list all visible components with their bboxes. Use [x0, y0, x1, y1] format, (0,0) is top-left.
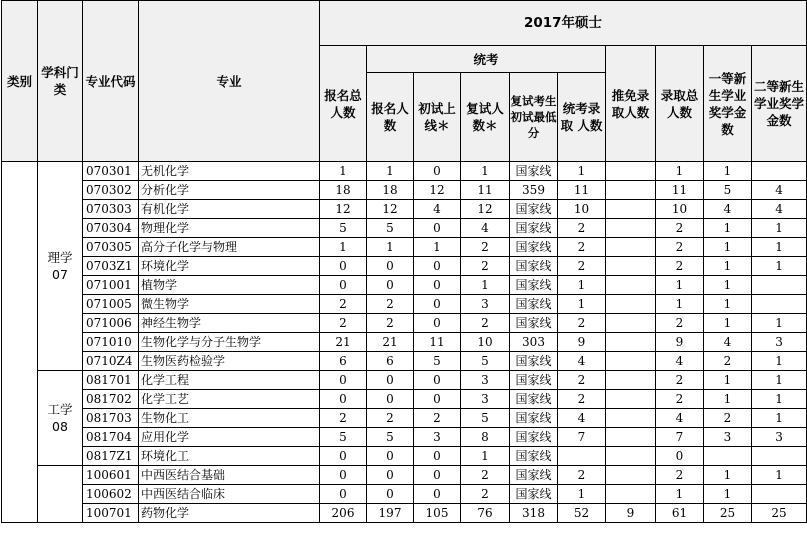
major-code-cell: 071010	[83, 333, 139, 352]
exempt-admit-cell	[606, 200, 656, 219]
second-class-scholarship-cell: 1	[752, 466, 807, 485]
first-class-scholarship-cell: 3	[704, 428, 752, 447]
retest-min-score-cell: 国家线	[510, 352, 558, 371]
passed-initial-cell: 0	[414, 447, 461, 466]
first-class-scholarship-cell	[704, 447, 752, 466]
passed-initial-cell: 0	[414, 257, 461, 276]
total-applicants-cell: 12	[320, 200, 367, 219]
table-body	[2, 162, 807, 523]
table-row	[2, 390, 807, 409]
passed-initial-cell: 2	[414, 409, 461, 428]
applicants-cell: 18	[367, 181, 414, 200]
total-admit-cell: 7	[656, 428, 704, 447]
total-applicants-cell: 1	[320, 162, 367, 181]
exempt-admit-cell	[606, 466, 656, 485]
first-class-scholarship-cell: 4	[704, 333, 752, 352]
exempt-admit-cell	[606, 428, 656, 447]
unified-admit-cell: 2	[558, 390, 606, 409]
retest-count-cell: 2	[461, 238, 510, 257]
total-admit-cell: 4	[656, 409, 704, 428]
discipline-cell: 工学 08	[38, 371, 83, 466]
unified-admit-cell: 2	[558, 466, 606, 485]
exempt-admit-cell	[606, 409, 656, 428]
passed-initial-cell: 11	[414, 333, 461, 352]
table-row	[2, 371, 807, 390]
major-name-cell: 无机化学	[139, 162, 320, 181]
major-name-cell: 中西医结合基础	[139, 466, 320, 485]
total-applicants-cell: 0	[320, 485, 367, 504]
major-name-cell: 植物学	[139, 276, 320, 295]
total-admit-cell: 2	[656, 371, 704, 390]
retest-count-cell: 1	[461, 276, 510, 295]
total-applicants-cell: 5	[320, 428, 367, 447]
total-applicants-cell: 2	[320, 314, 367, 333]
table-row	[2, 485, 807, 504]
table-row	[2, 181, 807, 200]
table-row	[2, 162, 807, 181]
total-admit-cell: 2	[656, 257, 704, 276]
retest-count-cell: 2	[461, 466, 510, 485]
table-row	[2, 257, 807, 276]
total-applicants-cell: 0	[320, 371, 367, 390]
applicants-cell: 1	[367, 162, 414, 181]
applicants-cell: 0	[367, 485, 414, 504]
second-class-scholarship-cell: 1	[752, 238, 807, 257]
total-applicants-cell: 0	[320, 257, 367, 276]
second-class-scholarship-cell: 1	[752, 352, 807, 371]
total-applicants-cell: 1	[320, 238, 367, 257]
exempt-admit-cell	[606, 181, 656, 200]
retest-min-score-cell: 318	[510, 504, 558, 523]
unified-admit-cell	[558, 447, 606, 466]
total-admit-cell: 2	[656, 390, 704, 409]
applicants-cell: 0	[367, 257, 414, 276]
retest-count-cell: 5	[461, 409, 510, 428]
unified-admit-cell: 1	[558, 295, 606, 314]
applicants-cell: 0	[367, 276, 414, 295]
major-name-cell: 中西医结合临床	[139, 485, 320, 504]
second-class-scholarship-cell: 25	[752, 504, 807, 523]
major-name-cell: 化学工程	[139, 371, 320, 390]
exempt-admit-cell	[606, 257, 656, 276]
major-name-cell: 环境化工	[139, 447, 320, 466]
table-row	[2, 352, 807, 371]
second-class-scholarship-cell: 1	[752, 371, 807, 390]
unified-admit-cell: 2	[558, 219, 606, 238]
passed-initial-cell: 5	[414, 352, 461, 371]
second-class-scholarship-cell: 1	[752, 219, 807, 238]
second-class-scholarship-cell: 1	[752, 390, 807, 409]
passed-initial-cell: 0	[414, 466, 461, 485]
header-passed-initial: 初试上线＊	[414, 73, 461, 162]
first-class-scholarship-cell: 1	[704, 238, 752, 257]
first-class-scholarship-cell: 1	[704, 162, 752, 181]
passed-initial-cell: 0	[414, 162, 461, 181]
exempt-admit-cell	[606, 276, 656, 295]
table-row	[2, 295, 807, 314]
table-row	[2, 333, 807, 352]
passed-initial-cell: 0	[414, 219, 461, 238]
total-admit-cell: 1	[656, 485, 704, 504]
applicants-cell: 12	[367, 200, 414, 219]
passed-initial-cell: 4	[414, 200, 461, 219]
total-admit-cell: 4	[656, 352, 704, 371]
applicants-cell: 2	[367, 314, 414, 333]
unified-admit-cell: 7	[558, 428, 606, 447]
table-row	[2, 409, 807, 428]
applicants-cell: 0	[367, 390, 414, 409]
major-name-cell: 环境化学	[139, 257, 320, 276]
unified-admit-cell: 1	[558, 485, 606, 504]
first-class-scholarship-cell: 4	[704, 200, 752, 219]
retest-min-score-cell: 国家线	[510, 371, 558, 390]
passed-initial-cell: 0	[414, 314, 461, 333]
applicants-cell: 5	[367, 428, 414, 447]
major-code-cell: 0710Z4	[83, 352, 139, 371]
total-applicants-cell: 18	[320, 181, 367, 200]
major-code-cell: 070305	[83, 238, 139, 257]
total-admit-cell: 1	[656, 162, 704, 181]
admissions-table	[1, 0, 807, 523]
unified-admit-cell: 1	[558, 162, 606, 181]
second-class-scholarship-cell: 1	[752, 314, 807, 333]
header-exempt-admit: 推免录取人数	[606, 46, 656, 162]
second-class-scholarship-cell	[752, 447, 807, 466]
header-unified: 统考	[367, 46, 606, 73]
major-code-cell: 071006	[83, 314, 139, 333]
major-name-cell: 分析化学	[139, 181, 320, 200]
table-header	[2, 1, 807, 162]
major-code-cell: 100701	[83, 504, 139, 523]
major-code-cell: 081702	[83, 390, 139, 409]
retest-count-cell: 2	[461, 485, 510, 504]
table-row	[2, 238, 807, 257]
table-row	[2, 276, 807, 295]
retest-count-cell: 12	[461, 200, 510, 219]
second-class-scholarship-cell	[752, 295, 807, 314]
major-code-cell: 071005	[83, 295, 139, 314]
passed-initial-cell: 3	[414, 428, 461, 447]
applicants-cell: 2	[367, 409, 414, 428]
retest-count-cell: 3	[461, 390, 510, 409]
retest-min-score-cell: 国家线	[510, 238, 558, 257]
table-row	[2, 219, 807, 238]
retest-min-score-cell: 国家线	[510, 200, 558, 219]
header-first-class-scholarship: 一等新生学业奖学金数	[704, 46, 752, 162]
exempt-admit-cell	[606, 390, 656, 409]
major-code-cell: 0817Z1	[83, 447, 139, 466]
total-admit-cell: 11	[656, 181, 704, 200]
discipline-cell	[38, 466, 83, 523]
exempt-admit-cell	[606, 219, 656, 238]
retest-min-score-cell: 国家线	[510, 485, 558, 504]
total-admit-cell: 1	[656, 276, 704, 295]
table-row	[2, 466, 807, 485]
header-discipline: 学科门类	[38, 1, 83, 162]
retest-count-cell: 3	[461, 371, 510, 390]
retest-count-cell: 1	[461, 447, 510, 466]
total-admit-cell: 2	[656, 219, 704, 238]
major-code-cell: 081701	[83, 371, 139, 390]
applicants-cell: 0	[367, 466, 414, 485]
retest-min-score-cell: 国家线	[510, 390, 558, 409]
applicants-cell: 6	[367, 352, 414, 371]
total-admit-cell: 10	[656, 200, 704, 219]
passed-initial-cell: 0	[414, 295, 461, 314]
total-admit-cell: 2	[656, 314, 704, 333]
header-second-class-scholarship: 二等新生学业奖学金数	[752, 46, 807, 162]
first-class-scholarship-cell: 1	[704, 466, 752, 485]
total-admit-cell: 2	[656, 466, 704, 485]
retest-min-score-cell: 359	[510, 181, 558, 200]
retest-count-cell: 10	[461, 333, 510, 352]
total-applicants-cell: 0	[320, 447, 367, 466]
second-class-scholarship-cell	[752, 162, 807, 181]
table-row	[2, 200, 807, 219]
first-class-scholarship-cell: 2	[704, 409, 752, 428]
total-applicants-cell: 2	[320, 295, 367, 314]
retest-count-cell: 5	[461, 352, 510, 371]
major-code-cell: 070304	[83, 219, 139, 238]
unified-admit-cell: 2	[558, 257, 606, 276]
total-applicants-cell: 206	[320, 504, 367, 523]
category-cell	[2, 162, 38, 523]
major-name-cell: 药物化学	[139, 504, 320, 523]
total-applicants-cell: 0	[320, 276, 367, 295]
first-class-scholarship-cell: 2	[704, 352, 752, 371]
major-name-cell: 神经生物学	[139, 314, 320, 333]
header-code: 专业代码	[83, 1, 139, 162]
table-row	[2, 504, 807, 523]
retest-count-cell: 76	[461, 504, 510, 523]
unified-admit-cell: 11	[558, 181, 606, 200]
second-class-scholarship-cell: 1	[752, 257, 807, 276]
header-applicants: 报名人数	[367, 73, 414, 162]
exempt-admit-cell	[606, 371, 656, 390]
major-code-cell: 071001	[83, 276, 139, 295]
first-class-scholarship-cell: 1	[704, 219, 752, 238]
applicants-cell: 1	[367, 238, 414, 257]
total-applicants-cell: 2	[320, 409, 367, 428]
unified-admit-cell: 10	[558, 200, 606, 219]
major-name-cell: 生物化学与分子生物学	[139, 333, 320, 352]
passed-initial-cell: 105	[414, 504, 461, 523]
second-class-scholarship-cell	[752, 485, 807, 504]
major-name-cell: 有机化学	[139, 200, 320, 219]
passed-initial-cell: 0	[414, 276, 461, 295]
retest-count-cell: 2	[461, 314, 510, 333]
major-name-cell: 微生物学	[139, 295, 320, 314]
major-code-cell: 070303	[83, 200, 139, 219]
major-name-cell: 生物化工	[139, 409, 320, 428]
table-row	[2, 314, 807, 333]
retest-min-score-cell: 国家线	[510, 314, 558, 333]
retest-min-score-cell: 国家线	[510, 276, 558, 295]
exempt-admit-cell	[606, 485, 656, 504]
unified-admit-cell: 1	[558, 276, 606, 295]
exempt-admit-cell	[606, 447, 656, 466]
passed-initial-cell: 1	[414, 238, 461, 257]
total-applicants-cell: 5	[320, 219, 367, 238]
header-total-admit: 录取总人数	[656, 46, 704, 162]
retest-min-score-cell: 国家线	[510, 428, 558, 447]
total-admit-cell: 2	[656, 238, 704, 257]
applicants-cell: 0	[367, 371, 414, 390]
second-class-scholarship-cell: 3	[752, 333, 807, 352]
first-class-scholarship-cell: 1	[704, 295, 752, 314]
major-code-cell: 081703	[83, 409, 139, 428]
second-class-scholarship-cell	[752, 276, 807, 295]
second-class-scholarship-cell: 4	[752, 200, 807, 219]
total-admit-cell: 1	[656, 295, 704, 314]
major-code-cell: 0703Z1	[83, 257, 139, 276]
unified-admit-cell: 9	[558, 333, 606, 352]
total-admit-cell: 0	[656, 447, 704, 466]
total-admit-cell: 61	[656, 504, 704, 523]
passed-initial-cell: 0	[414, 485, 461, 504]
first-class-scholarship-cell: 1	[704, 485, 752, 504]
header-retest-min-score: 复试考生初试最低分	[510, 73, 558, 162]
retest-count-cell: 8	[461, 428, 510, 447]
passed-initial-cell: 0	[414, 371, 461, 390]
major-code-cell: 081704	[83, 428, 139, 447]
first-class-scholarship-cell: 5	[704, 181, 752, 200]
first-class-scholarship-cell: 1	[704, 276, 752, 295]
major-name-cell: 应用化学	[139, 428, 320, 447]
major-code-cell: 070302	[83, 181, 139, 200]
header-unified-admit: 统考录取 人数	[558, 73, 606, 162]
retest-min-score-cell: 国家线	[510, 409, 558, 428]
retest-count-cell: 4	[461, 219, 510, 238]
passed-initial-cell: 12	[414, 181, 461, 200]
applicants-cell: 197	[367, 504, 414, 523]
total-admit-cell: 9	[656, 333, 704, 352]
second-class-scholarship-cell: 1	[752, 409, 807, 428]
major-code-cell: 070301	[83, 162, 139, 181]
unified-admit-cell: 52	[558, 504, 606, 523]
total-applicants-cell: 21	[320, 333, 367, 352]
exempt-admit-cell	[606, 314, 656, 333]
major-name-cell: 化学工艺	[139, 390, 320, 409]
header-year-title: 2017年硕士	[320, 1, 807, 46]
header-total-applicants: 报名总人数	[320, 46, 367, 162]
retest-min-score-cell: 国家线	[510, 257, 558, 276]
major-code-cell: 100602	[83, 485, 139, 504]
applicants-cell: 0	[367, 447, 414, 466]
applicants-cell: 21	[367, 333, 414, 352]
unified-admit-cell: 2	[558, 371, 606, 390]
second-class-scholarship-cell: 4	[752, 181, 807, 200]
header-major: 专业	[139, 1, 320, 162]
total-applicants-cell: 0	[320, 466, 367, 485]
first-class-scholarship-cell: 1	[704, 257, 752, 276]
first-class-scholarship-cell: 1	[704, 390, 752, 409]
exempt-admit-cell	[606, 162, 656, 181]
applicants-cell: 2	[367, 295, 414, 314]
major-code-cell: 100601	[83, 466, 139, 485]
header-category: 类别	[2, 1, 38, 162]
unified-admit-cell: 2	[558, 238, 606, 257]
unified-admit-cell: 2	[558, 314, 606, 333]
exempt-admit-cell	[606, 352, 656, 371]
exempt-admit-cell	[606, 295, 656, 314]
retest-count-cell: 1	[461, 162, 510, 181]
applicants-cell: 5	[367, 219, 414, 238]
retest-count-cell: 2	[461, 257, 510, 276]
total-applicants-cell: 0	[320, 390, 367, 409]
major-name-cell: 生物医药检验学	[139, 352, 320, 371]
retest-min-score-cell: 国家线	[510, 466, 558, 485]
retest-min-score-cell: 国家线	[510, 447, 558, 466]
table-row	[2, 447, 807, 466]
unified-admit-cell: 4	[558, 352, 606, 371]
exempt-admit-cell: 9	[606, 504, 656, 523]
total-applicants-cell: 6	[320, 352, 367, 371]
passed-initial-cell: 0	[414, 390, 461, 409]
retest-min-score-cell: 国家线	[510, 295, 558, 314]
header-retest-count: 复试人数＊	[461, 73, 510, 162]
exempt-admit-cell	[606, 238, 656, 257]
retest-min-score-cell: 国家线	[510, 162, 558, 181]
second-class-scholarship-cell: 3	[752, 428, 807, 447]
retest-min-score-cell: 303	[510, 333, 558, 352]
first-class-scholarship-cell: 1	[704, 371, 752, 390]
first-class-scholarship-cell: 1	[704, 314, 752, 333]
retest-min-score-cell: 国家线	[510, 219, 558, 238]
retest-count-cell: 3	[461, 295, 510, 314]
exempt-admit-cell	[606, 333, 656, 352]
major-name-cell: 高分子化学与物理	[139, 238, 320, 257]
unified-admit-cell: 4	[558, 409, 606, 428]
retest-count-cell: 11	[461, 181, 510, 200]
table-row	[2, 428, 807, 447]
discipline-cell: 理学 07	[38, 162, 83, 371]
first-class-scholarship-cell: 25	[704, 504, 752, 523]
major-name-cell: 物理化学	[139, 219, 320, 238]
